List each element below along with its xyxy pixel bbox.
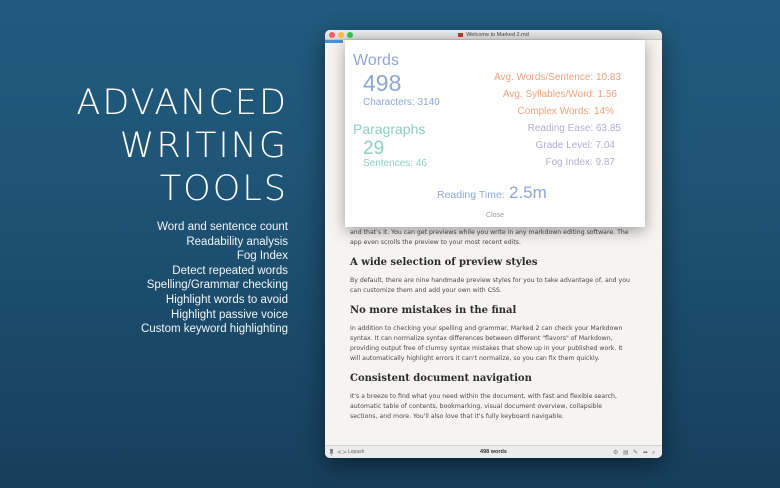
sentences-count: Sentences: 46	[363, 158, 427, 169]
feature-item: Fog Index	[236, 250, 288, 263]
hero-line-1: ADVANCED	[76, 83, 288, 123]
title-bar	[325, 30, 662, 40]
processor-name[interactable]: Lopash	[348, 449, 365, 455]
section-heading: Consistent document navigation	[350, 373, 532, 384]
word-count[interactable]: 498 words	[480, 449, 507, 455]
intro-paragraph: and that's it. You can get previews while you write in any markdown editing software. The app even scrolls the preview to your most recent edits.	[350, 229, 629, 246]
complex-words: Complex Words: 14%	[517, 106, 614, 117]
avg-words-per-sentence: Avg. Words/Sentence: 10.83	[494, 72, 621, 83]
paragraphs-value: 29	[363, 138, 385, 159]
fog-index: Fog Index: 9.87	[545, 157, 615, 168]
feature-item: Spelling/Grammar checking	[146, 279, 288, 292]
reading-ease: Reading Ease: 63.85	[527, 123, 621, 134]
document-icon	[458, 33, 463, 37]
avg-syllables-per-word: Avg. Syllables/Word: 1.56	[502, 89, 617, 100]
paragraphs-label: Paragraphs	[353, 121, 426, 137]
feature-item: Highlight words to avoid	[165, 293, 288, 306]
gear-icon[interactable]: ⚙	[613, 449, 619, 456]
feature-list	[141, 220, 288, 337]
section-heading: A wide selection of preview styles	[350, 257, 538, 268]
pencil-icon[interactable]: ✎	[633, 449, 639, 456]
words-value: 498	[363, 70, 402, 96]
hero-line-3: TOOLS	[159, 169, 288, 209]
section-heading: No more mistakes in the final	[350, 305, 517, 316]
progress-indicator	[325, 40, 343, 43]
reading-time-label: Reading Time:	[437, 189, 505, 201]
feature-item: Detect repeated words	[172, 264, 288, 277]
words-label: Words	[353, 52, 399, 69]
section-paragraph: By default, there are nine handmade preview styles for you to take advantage of, and you can customize them and add your own with CSS.	[350, 277, 630, 294]
window-title	[325, 30, 662, 40]
code-icon[interactable]: <>	[337, 449, 348, 456]
section-paragraph: In addition to checking your spelling and grammar, Marked 2 can check your Markdown syntax. It can normalize syntax differences between different "flavors" of Markdown, providing output free of clumsy syntax mistakes that show up in your published work. It will automatically highlight errors it can't normalize, so you can fix them quickly.	[350, 325, 623, 362]
reading-time-value: 2.5m	[509, 183, 547, 202]
pin-icon[interactable]	[329, 449, 334, 458]
document-statistics-panel	[345, 40, 645, 227]
search-icon[interactable]: ⌕	[652, 449, 656, 456]
characters-count: Characters: 3140	[363, 97, 440, 108]
feature-item: Custom keyword highlighting	[140, 323, 288, 336]
status-bar	[325, 445, 662, 458]
outline-icon[interactable]: ▤	[623, 449, 629, 456]
feature-item: Readability analysis	[186, 235, 288, 248]
share-icon[interactable]: ➦	[643, 449, 649, 456]
document-content	[350, 228, 630, 422]
hero-heading	[76, 82, 288, 211]
window-title-text: Welcome to Marked 2.md	[466, 32, 529, 38]
feature-item: Word and sentence count	[157, 221, 288, 233]
close-button[interactable]: Close	[486, 212, 504, 219]
feature-item: Highlight passive voice	[171, 308, 288, 321]
grade-level: Grade Level: 7.04	[535, 140, 615, 151]
hero-line-2: WRITING	[119, 126, 288, 166]
section-paragraph: It's a breeze to find what you need within the document, with fast and flexible search, automatic table of contents, bookmarking, visual document overview, collapsible sections, and more. You'll also love that it's fully keyboard navigable.	[350, 393, 617, 420]
